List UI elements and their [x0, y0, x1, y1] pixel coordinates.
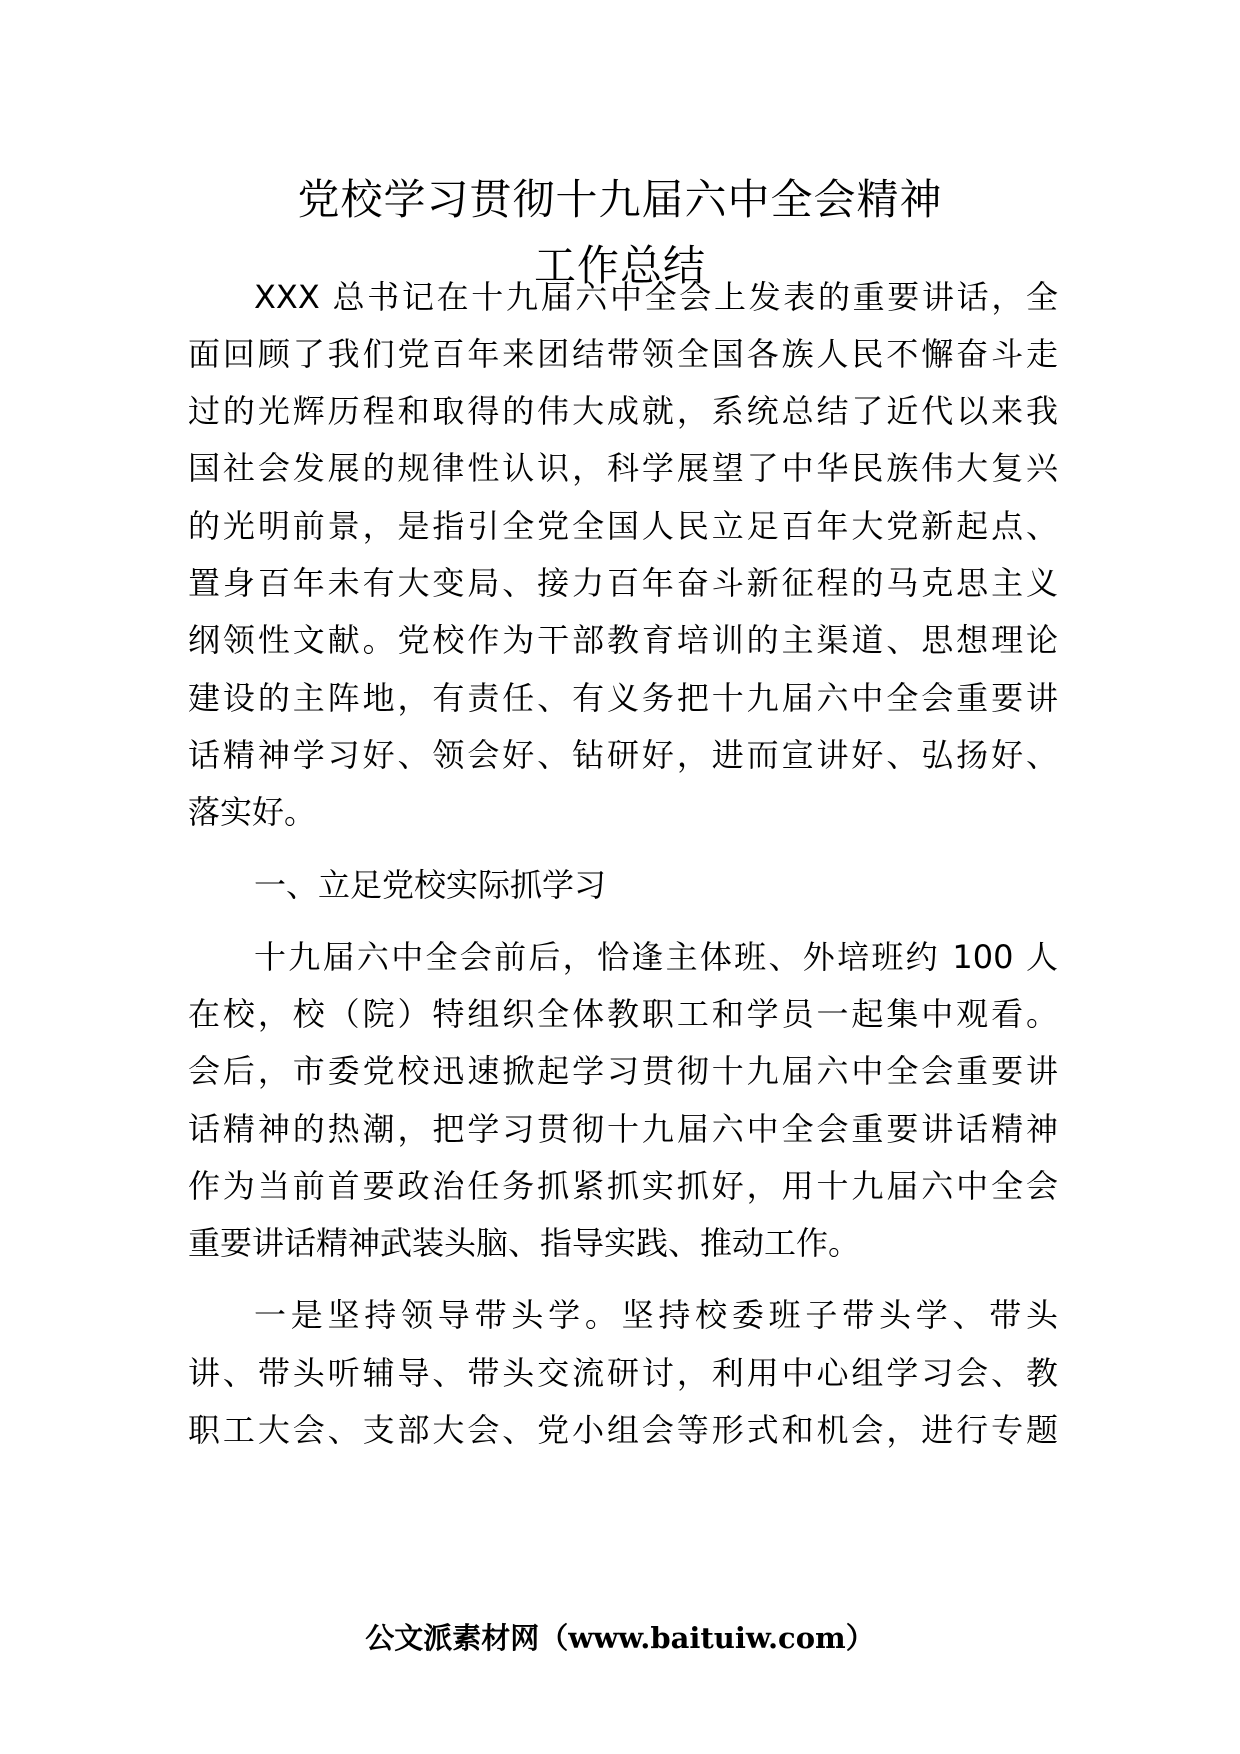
body-line: 过的光辉历程和取得的伟大成就，系统总结了近代以来我: [188, 392, 1058, 430]
body-line: 话精神的热潮，把学习贯彻十九届六中全会重要讲话精神: [188, 1110, 1058, 1148]
body-line: 面回顾了我们党百年来团结带领全国各族人民不懈奋斗走: [188, 335, 1058, 373]
body-line: 置身百年未有大变局、接力百年奋斗新征程的马克思主义: [188, 564, 1058, 602]
body-line: 职工大会、支部大会、党小组会等形式和机会，进行专题: [188, 1411, 1058, 1449]
section-heading: 一、立足党校实际抓学习: [254, 866, 607, 904]
body-line: 作为当前首要政治任务抓紧抓实抓好，用十九届六中全会: [188, 1167, 1058, 1205]
document-title-line-2: 工作总结: [533, 241, 706, 290]
body-line: 十九届六中全会前后，恰逢主体班、外培班约 100 人: [254, 938, 1058, 976]
body-line: 一是坚持领导带头学。坚持校委班子带头学、带头: [254, 1296, 1058, 1334]
body-line: 会后，市委党校迅速掀起学习贯彻十九届六中全会重要讲: [188, 1052, 1058, 1090]
body-line: 国社会发展的规律性认识，科学展望了中华民族伟大复兴: [188, 449, 1058, 487]
document-title-line-1: 党校学习贯彻十九届六中全会精神: [297, 175, 943, 224]
body-line: 建设的主阵地，有责任、有义务把十九届六中全会重要讲: [188, 679, 1058, 717]
footer-watermark: 公文派素材网（www.baituiw.com）: [365, 1621, 875, 1655]
body-line: XXX 总书记在十九届六中全会上发表的重要讲话，全: [254, 278, 1058, 316]
body-line: 纲领性文献。党校作为干部教育培训的主渠道、思想理论: [188, 621, 1058, 659]
body-line: 的光明前景，是指引全党全国人民立足百年大党新起点、: [188, 507, 1058, 545]
body-line: 在校，校（院）特组织全体教职工和学员一起集中观看。: [188, 995, 1058, 1033]
body-line: 重要讲话精神武装头脑、指导实践、推动工作。: [188, 1224, 861, 1262]
body-line: 话精神学习好、领会好、钻研好，进而宣讲好、弘扬好、: [188, 736, 1058, 774]
body-line: 讲、带头听辅导、带头交流研讨，利用中心组学习会、教: [188, 1354, 1058, 1392]
body-line: 落实好。: [188, 793, 317, 831]
